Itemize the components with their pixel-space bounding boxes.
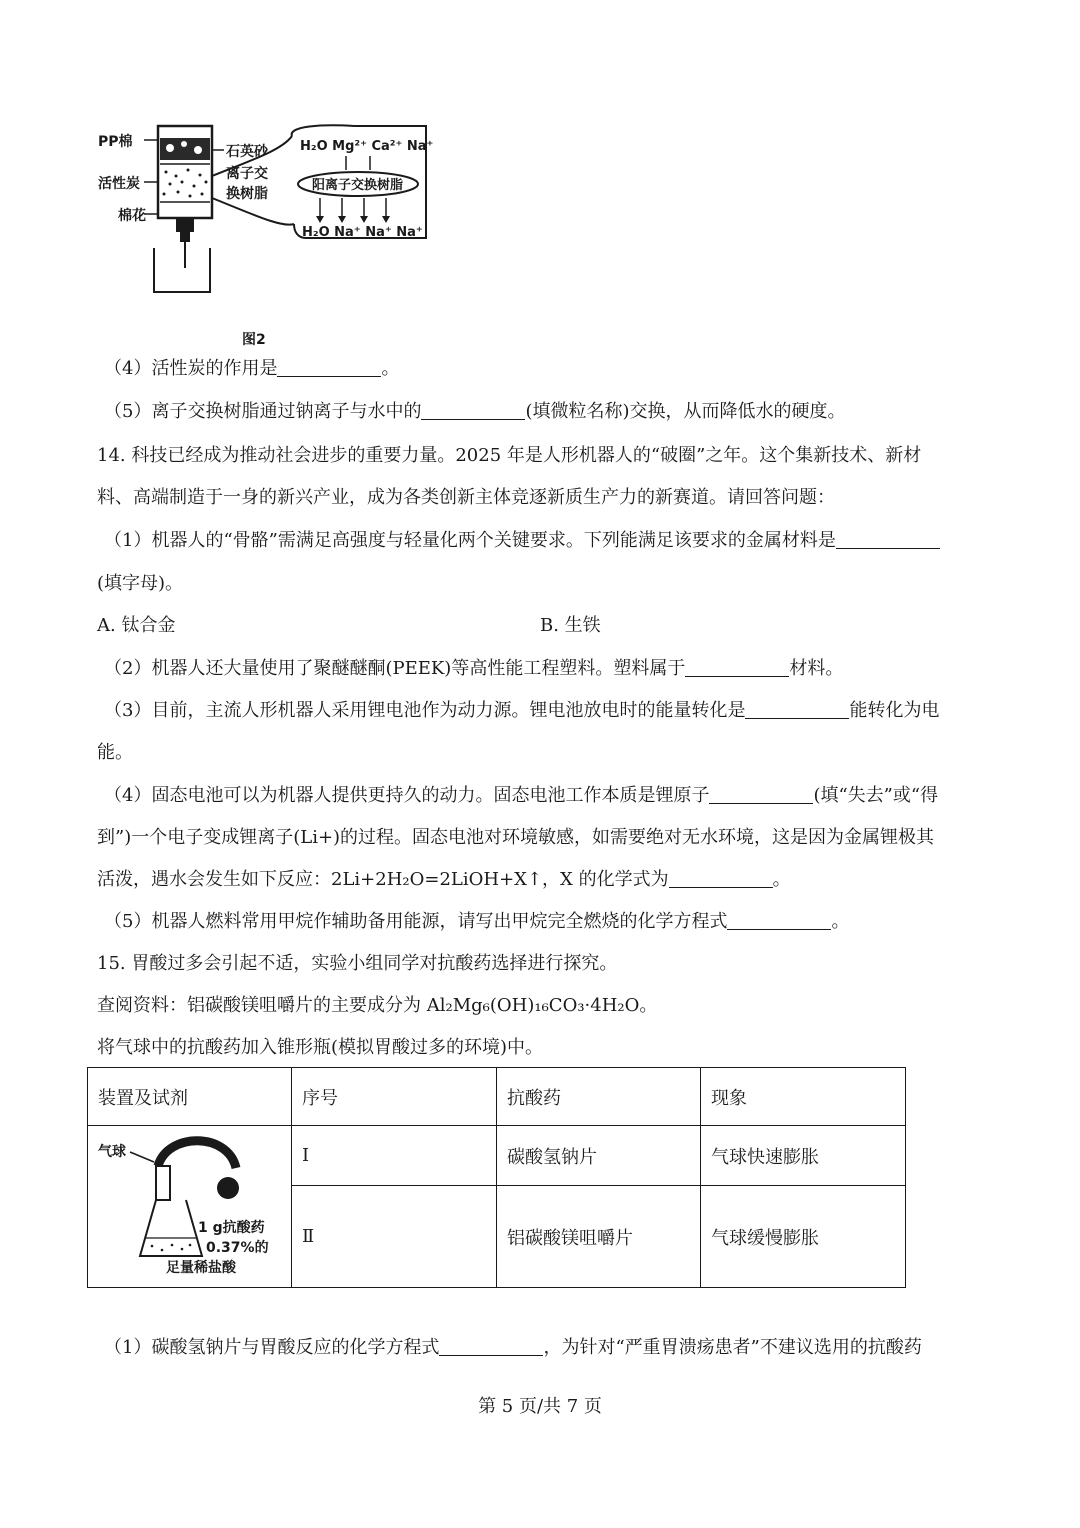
- answer-blank[interactable]: [745, 700, 849, 719]
- table-row: [88, 1126, 906, 1186]
- label-quartz-sand: 石英砂: [226, 144, 268, 160]
- drug-amount-label: 1 g抗酸药: [198, 1220, 265, 1236]
- q14-part4-line3: 活泼，遇水会发生如下反应：2Li+2H₂O=2LiOH+X↑，X 的化学式为 。: [97, 869, 791, 890]
- answer-blank[interactable]: [421, 401, 525, 420]
- q14-part3: （3）目前，主流人形机器人采用锂电池作为动力源。锂电池放电时的能量转化是 能转化为电: [104, 700, 940, 721]
- q14-part5: （5）机器人燃料常用甲烷作辅助备用能源，请写出甲烷完全燃烧的化学方程式 。: [104, 911, 850, 932]
- experiment-table: [87, 1067, 906, 1288]
- label-activated-carbon: 活性炭: [98, 176, 140, 192]
- answer-blank[interactable]: [836, 530, 940, 549]
- label-ion-exchange-1: 离子交: [226, 166, 268, 182]
- q13-part5: （5）离子交换树脂通过钠离子与水中的 (填微粒名称)交换，从而降低水的硬度。: [104, 401, 846, 422]
- acid-concentration-label: 0.37%的: [206, 1240, 269, 1256]
- ions-after-resin: H₂O Na⁺ Na⁺ Na⁺: [302, 225, 423, 240]
- table-header-phenomenon: 现象: [701, 1068, 906, 1126]
- q14-part3-line2: 能。: [97, 742, 133, 763]
- answer-blank[interactable]: [685, 658, 789, 677]
- q13-part4: （4）活性炭的作用是 。: [104, 358, 400, 379]
- label-ion-exchange-2: 换树脂: [226, 186, 268, 202]
- figure-2-water-purifier-diagram: [92, 120, 452, 350]
- row-1-phenomenon: 气球快速膨胀: [701, 1126, 906, 1186]
- label-cotton: 棉花: [118, 208, 146, 224]
- q14-part1: （1）机器人的“骨骼”需满足高强度与轻量化两个关键要求。下列能满足该要求的金属材料是: [104, 529, 940, 553]
- table-header-number: 序号: [292, 1068, 497, 1126]
- apparatus-cell: [88, 1126, 292, 1288]
- label-cation-exchange-resin: 阳离子交换树脂: [312, 178, 404, 193]
- q14-part1-line2: (填字母)。: [97, 573, 184, 594]
- q14-option-b: B. 生铁: [540, 615, 601, 636]
- q14-intro-line2: 料、高端制造于一身的新兴产业，成为各类创新主体竞逐新质生产力的新赛道。请回答问题：: [97, 487, 835, 508]
- row-2-phenomenon: 气球缓慢膨胀: [701, 1186, 906, 1288]
- answer-blank[interactable]: [439, 1337, 543, 1356]
- answer-blank[interactable]: [277, 358, 381, 377]
- table-header-drug: 抗酸药: [497, 1068, 701, 1126]
- acid-label: 足量稀盐酸: [166, 1260, 236, 1276]
- balloon-label: 气球: [98, 1144, 126, 1160]
- q14-intro-line1: 14. 科技已经成为推动社会进步的重要力量。2025 年是人形机器人的“破圈”之年。这个集新技术、新材: [97, 445, 922, 466]
- row-1-drug: 碳酸氢钠片: [497, 1126, 701, 1186]
- row-2-drug: 铝碳酸镁咀嚼片: [497, 1186, 701, 1288]
- q15-intro: 15. 胃酸过多会引起不适，实验小组同学对抗酸药选择进行探究。: [97, 953, 618, 974]
- answer-blank[interactable]: [727, 911, 831, 930]
- ions-before-resin: H₂O Mg²⁺ Ca²⁺ Na⁺: [300, 139, 434, 154]
- figure-2-caption: 图2: [242, 332, 266, 348]
- q15-part1: （1）碳酸氢钠片与胃酸反应的化学方程式 ，为针对“严重胃溃疡患者”不建议选用的抗酸药: [104, 1337, 922, 1358]
- q14-part4: （4）固态电池可以为机器人提供更持久的动力。固态电池工作本质是锂原子 (填“失去”或“得: [104, 785, 939, 806]
- q14-part4-line2: 到”)一个电子变成锂离子(Li+)的过程。固态电池对环境敏感，如需要绝对无水环境，这是因为金属锂极其: [97, 827, 935, 848]
- table-header-apparatus: 装置及试剂: [88, 1068, 292, 1126]
- label-pp-cotton: PP棉: [98, 134, 133, 150]
- row-1-number: Ⅰ: [292, 1126, 497, 1186]
- q15-reference-info: 查阅资料：铝碳酸镁咀嚼片的主要成分为 Al₂Mg₆(OH)₁₆CO₃·4H₂O。: [97, 995, 658, 1016]
- q14-part2: （2）机器人还大量使用了聚醚醚酮(PEEK)等高性能工程塑料。塑料属于 材料。: [104, 658, 844, 679]
- answer-blank[interactable]: [669, 869, 773, 888]
- q15-method: 将气球中的抗酸药加入锥形瓶(模拟胃酸过多的环境)中。: [97, 1037, 544, 1058]
- page-footer: 第 5 页/共 7 页: [478, 1396, 602, 1417]
- flask-balloon-apparatus: [88, 1126, 291, 1282]
- q14-option-a: A. 钛合金: [97, 615, 176, 636]
- row-2-number: Ⅱ: [292, 1186, 497, 1288]
- answer-blank[interactable]: [709, 785, 813, 804]
